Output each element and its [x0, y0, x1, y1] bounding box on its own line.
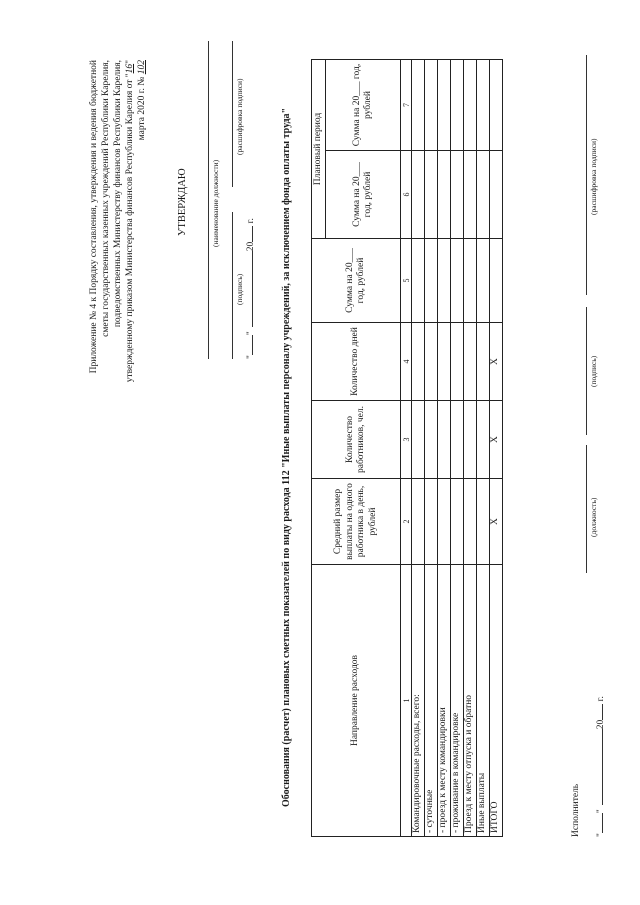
approve-title: УТВЕРЖДАЮ [177, 168, 188, 236]
row-label: Проезд к месту отпуска и обратно [464, 565, 477, 837]
doc-title: Обоснования (расчет) плановых сметных показателей по виду расхода 112 "Иные выплаты персоналу учреждений, за исключением фонда оплаты труда" [281, 107, 292, 807]
table-row-total [490, 60, 503, 837]
approve-position-caption: (наименование должности) [211, 159, 220, 247]
table-cell [477, 151, 490, 239]
table-cell [477, 60, 490, 151]
executor-signature-caption: (подпись) [589, 355, 598, 387]
row-label: - проживание в командировке [451, 565, 464, 837]
col-number: 5 [401, 239, 412, 323]
row-label: Командировочные расходы, всего: [412, 565, 425, 837]
executor-signature-line [586, 307, 587, 435]
row-label: ИТОГО [490, 565, 503, 837]
col-number: 2 [401, 479, 412, 565]
table-cell [464, 401, 477, 479]
header-sum-plan-2: Сумма на 20___ год, рублей [326, 60, 401, 151]
table-cell [451, 323, 464, 401]
table-row [438, 60, 451, 837]
table-cell [438, 151, 451, 239]
appendix-line-5: марта 2020 г. № 102 [137, 60, 147, 141]
table-cell [438, 239, 451, 323]
table-cell [425, 239, 438, 323]
table-cell [438, 479, 451, 565]
table-cell: X [490, 479, 503, 565]
table-cell [464, 151, 477, 239]
table-cell: X [490, 323, 503, 401]
table-cell [412, 60, 425, 151]
table-cell [477, 323, 490, 401]
table-cell [412, 401, 425, 479]
table-cell [438, 323, 451, 401]
col-number: 1 [401, 565, 412, 837]
header-sum-current: Сумма на 20___ год, рублей [312, 239, 401, 323]
table-cell [464, 60, 477, 151]
table-cell [425, 60, 438, 151]
expense-table [311, 59, 503, 837]
table-cell [425, 323, 438, 401]
header-sum-plan-1: Сумма на 20___ год, рублей [326, 151, 401, 239]
table-cell [490, 239, 503, 323]
row-label: - проезд к месту командировки [438, 565, 451, 837]
table-cell [451, 239, 464, 323]
table-cell [451, 401, 464, 479]
executor-position-line [586, 445, 587, 573]
table-cell [425, 479, 438, 565]
executor-position-caption: (должность) [589, 497, 598, 537]
header-avg-payment: Средний размер выплаты на одного работника в день, рублей [312, 479, 401, 565]
executor-decode-caption: (расшифровка подписи) [589, 138, 598, 215]
appendix-order-no: 102 [137, 60, 147, 75]
table-row [412, 60, 425, 837]
col-number: 7 [401, 60, 412, 151]
table-cell [451, 151, 464, 239]
table-row [425, 60, 438, 837]
table-row [477, 60, 490, 837]
table-cell [490, 151, 503, 239]
row-label: - суточные [425, 565, 438, 837]
table-row [451, 60, 464, 837]
table-cell: X [490, 401, 503, 479]
table-cell [425, 401, 438, 479]
col-number: 6 [401, 151, 412, 239]
executor-label: Исполнитель [571, 783, 581, 837]
appendix-date-day: 16 [125, 63, 135, 74]
table-row [464, 60, 477, 837]
col-number: 3 [401, 401, 412, 479]
table-cell [412, 323, 425, 401]
approve-position-line [208, 41, 209, 359]
executor-decode-line [586, 55, 587, 295]
table-cell [490, 60, 503, 151]
table-cell [464, 323, 477, 401]
table-cell [412, 479, 425, 565]
table-cell [477, 239, 490, 323]
header-plan-period: Плановый период [312, 60, 326, 239]
approve-date: ""20 г. [246, 218, 256, 359]
approve-signature-caption: (подпись) [235, 273, 244, 305]
executor-date: ""20 г. [596, 696, 606, 837]
table-cell [438, 60, 451, 151]
table-cell [477, 401, 490, 479]
table-cell [412, 151, 425, 239]
table-cell [438, 401, 451, 479]
table-cell [451, 60, 464, 151]
approve-signature-line [232, 212, 233, 359]
appendix-line-1: Приложение № 4 к Порядку составления, утверждения и ведения бюджетной [89, 60, 99, 374]
appendix-line-2: сметы государственных казенных учреждений Республики Карелия, [101, 60, 111, 337]
col-number: 4 [401, 323, 412, 401]
table-cell [464, 239, 477, 323]
table-cell [412, 239, 425, 323]
header-days: Количество дней [312, 323, 401, 401]
approve-decode-line [232, 41, 233, 187]
appendix-line-4: утвержденному приказом Министерства финансов Республики Карелия от "16" [125, 60, 135, 383]
row-label: Иные выплаты [477, 565, 490, 837]
table-cell [477, 479, 490, 565]
appendix-line-3: подведомственных Министерству финансов Республики Карелия, [113, 60, 123, 328]
table-cell [425, 151, 438, 239]
table-cell [451, 479, 464, 565]
header-workers: Количество работников, чел. [312, 401, 401, 479]
approve-decode-caption: (расшифровка подписи) [235, 78, 244, 155]
table-cell [464, 479, 477, 565]
header-direction: Направление расходов [312, 565, 401, 837]
